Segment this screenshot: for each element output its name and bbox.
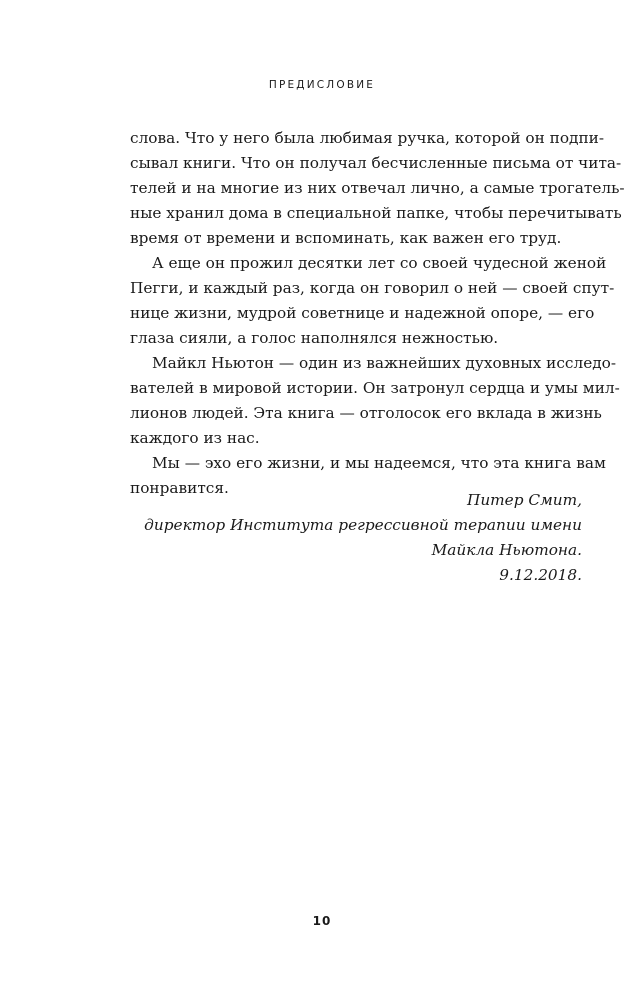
text-line: телей и на многие из них отвечал лично, а самые трогатель- (130, 179, 625, 197)
signature-name: Питер Смит, (466, 491, 582, 509)
paragraph-3 (130, 351, 620, 451)
paragraph-2 (130, 251, 615, 351)
text-line: нице жизни, мудрой советнице и надежной опоре, — его (130, 304, 595, 322)
text-line: Мы — эхо его жизни, и мы надеемся, что эта книга вам (152, 454, 606, 472)
text-line: Пегги, и каждый раз, когда он говорил о ней — своей спут- (130, 279, 615, 297)
text-line: слова. Что у него была любимая ручка, которой он подпи- (130, 129, 605, 147)
signature-title-line-1: директор Института регрессивной терапии имени (144, 516, 582, 534)
text-line: Майкл Ньютон — один из важнейших духовных исследо- (152, 354, 617, 372)
text-line: сывал книги. Что он получал бесчисленные письма от чита- (130, 154, 622, 172)
signature-date: 9.12.2018. (499, 566, 582, 584)
signature-title-line-2: Майкла Ньютона. (431, 541, 582, 559)
text-line: понравится. (130, 479, 229, 497)
text-line: каждого из нас. (130, 429, 260, 447)
text-line: время от времени и вспоминать, как важен его труд. (130, 229, 562, 247)
text-line: лионов людей. Эта книга — отголосок его вклада в жизнь (130, 404, 602, 422)
text-line: А еще он прожил десятки лет со своей чудесной женой (152, 254, 607, 272)
body-text (130, 126, 625, 501)
running-head-title: ПРЕДИСЛОВИЕ (268, 79, 376, 91)
page-number: 10 (312, 914, 332, 928)
text-line: вателей в мировой истории. Он затронул сердца и умы мил- (130, 379, 620, 397)
text-line: глаза сияли, а голос наполнялся нежностью. (130, 329, 499, 347)
signature-block (110, 488, 582, 588)
paragraph-1 (130, 126, 625, 251)
text-line: ные хранил дома в специальной папке, чтобы перечитывать (130, 204, 622, 222)
